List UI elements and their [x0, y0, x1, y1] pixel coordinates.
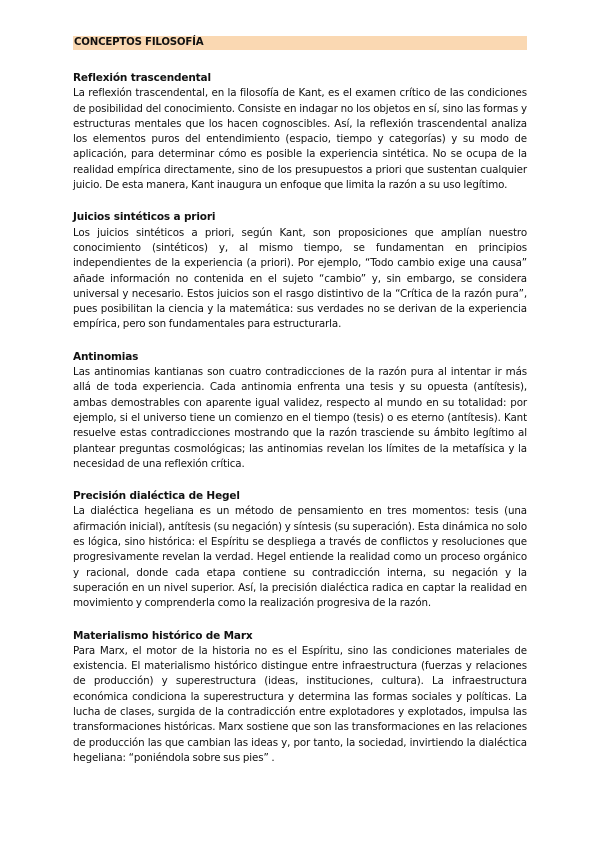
section-body: Para Marx, el motor de la historia no es el Espíritu, sino las condiciones materiales de existencia. El materialismo histórico distingue entre infraestructura (fuerzas y relaciones de producción) y superestructura (ideas, instituciones, cultura). La infraestructura económica condiciona la superestructura y determina las formas sociales y políticas. La lucha de clases, surgida de la contradicción entre explotadores y explotados, impulsa las transformaciones históricas. Marx sostiene que son las transformaciones en las relaciones de producción las que cambian las ideas y, por tanto, la sociedad, invirtiendo la dialéctica hegeliana: “poniéndola sobre sus pies” .	[73, 644, 527, 764]
section-body: La dialéctica hegeliana es un método de pensamiento en tres momentos: tesis (una afirmación inicial), antítesis (su negación) y síntesis (su superación). Esta dinámica no solo es lógica, sino histórica: el Espíritu se despliega a través de conflictos y resoluciones que progresivamente revelan la verdad. Hegel entiende la realidad como un proceso orgánico y racional, donde cada etapa contiene su contradicción interna, su negación y la superación en un nivel superior. Así, la precisión dialéctica radica en captar la realidad en movimiento y comprenderla como la realización progresiva de la razón.	[73, 505, 527, 610]
section-heading: Reflexión trascendental	[73, 72, 211, 84]
section-heading: Precisión dialéctica de Hegel	[73, 490, 240, 503]
section-materialismo-historico	[73, 629, 527, 767]
section-heading: Juicios sintéticos a priori	[73, 211, 216, 224]
section-dialectica-hegel	[73, 489, 527, 611]
section-body: La reflexión trascendental, en la filosofía de Kant, es el examen crítico de las condiciones de posibilidad del conocimiento. Consiste en indagar no los objetos en sí, sino las formas y estructuras mentales que los hacen cognoscibles. Así, la reflexión trascendental analiza los elementos puros del entendimiento (espacio, tiempo y categorías) y su modo de aplicación, para determinar cómo es posible la experiencia sintética. No se ocupa de la realidad empírica directamente, sino de los presupuestos a priori que sustentan cualquier juicio. De esta manera, Kant inaugura un enfoque que limita la razón a su uso legítimo.	[73, 87, 527, 192]
section-reflexion-trascendental	[73, 71, 527, 193]
section-body: Los juicios sintéticos a priori, según Kant, son proposiciones que amplían nuestro conocimiento (sintéticos) y, al mismo tiempo, se fundamentan en principios independientes de la experiencia (a priori). Por ejemplo, “Todo cambio exige una causa” añade información no contenida en el sujeto “cambio” y, sin embargo, se considera universal y necesario. Estos juicios son el rasgo distintivo de la “Crítica de la razón pura”, pues posibilitan la ciencia y la matemática: sus verdades no se derivan de la experiencia empírica, pero son fundamentales para estructurarla.	[73, 226, 527, 331]
document-page	[73, 36, 527, 783]
document-title: CONCEPTOS FILOSOFÍA	[73, 36, 527, 50]
section-antinomias	[73, 350, 527, 472]
section-heading: Materialismo histórico de Marx	[73, 629, 253, 642]
section-heading: Antinomias	[73, 350, 139, 363]
section-juicios-sinteticos	[73, 210, 527, 332]
section-body: Las antinomias kantianas son cuatro contradicciones de la razón pura al intentar ir más allá de toda experiencia. Cada antinomia enfrenta una tesis y su opuesta (antítesis), ambas demostrables con aparente igual validez, respecto al mundo en su totalidad: por ejemplo, si el universo tiene un comienzo en el tiempo (tesis) o es eterno (antítesis). Kant resuelve estas contradicciones mostrando que la razón trasciende su ámbito legítimo al plantear preguntas cosmológicas; las antinomias revelan los límites de la metafísica y la necesidad de una reflexión crítica.	[73, 366, 527, 470]
